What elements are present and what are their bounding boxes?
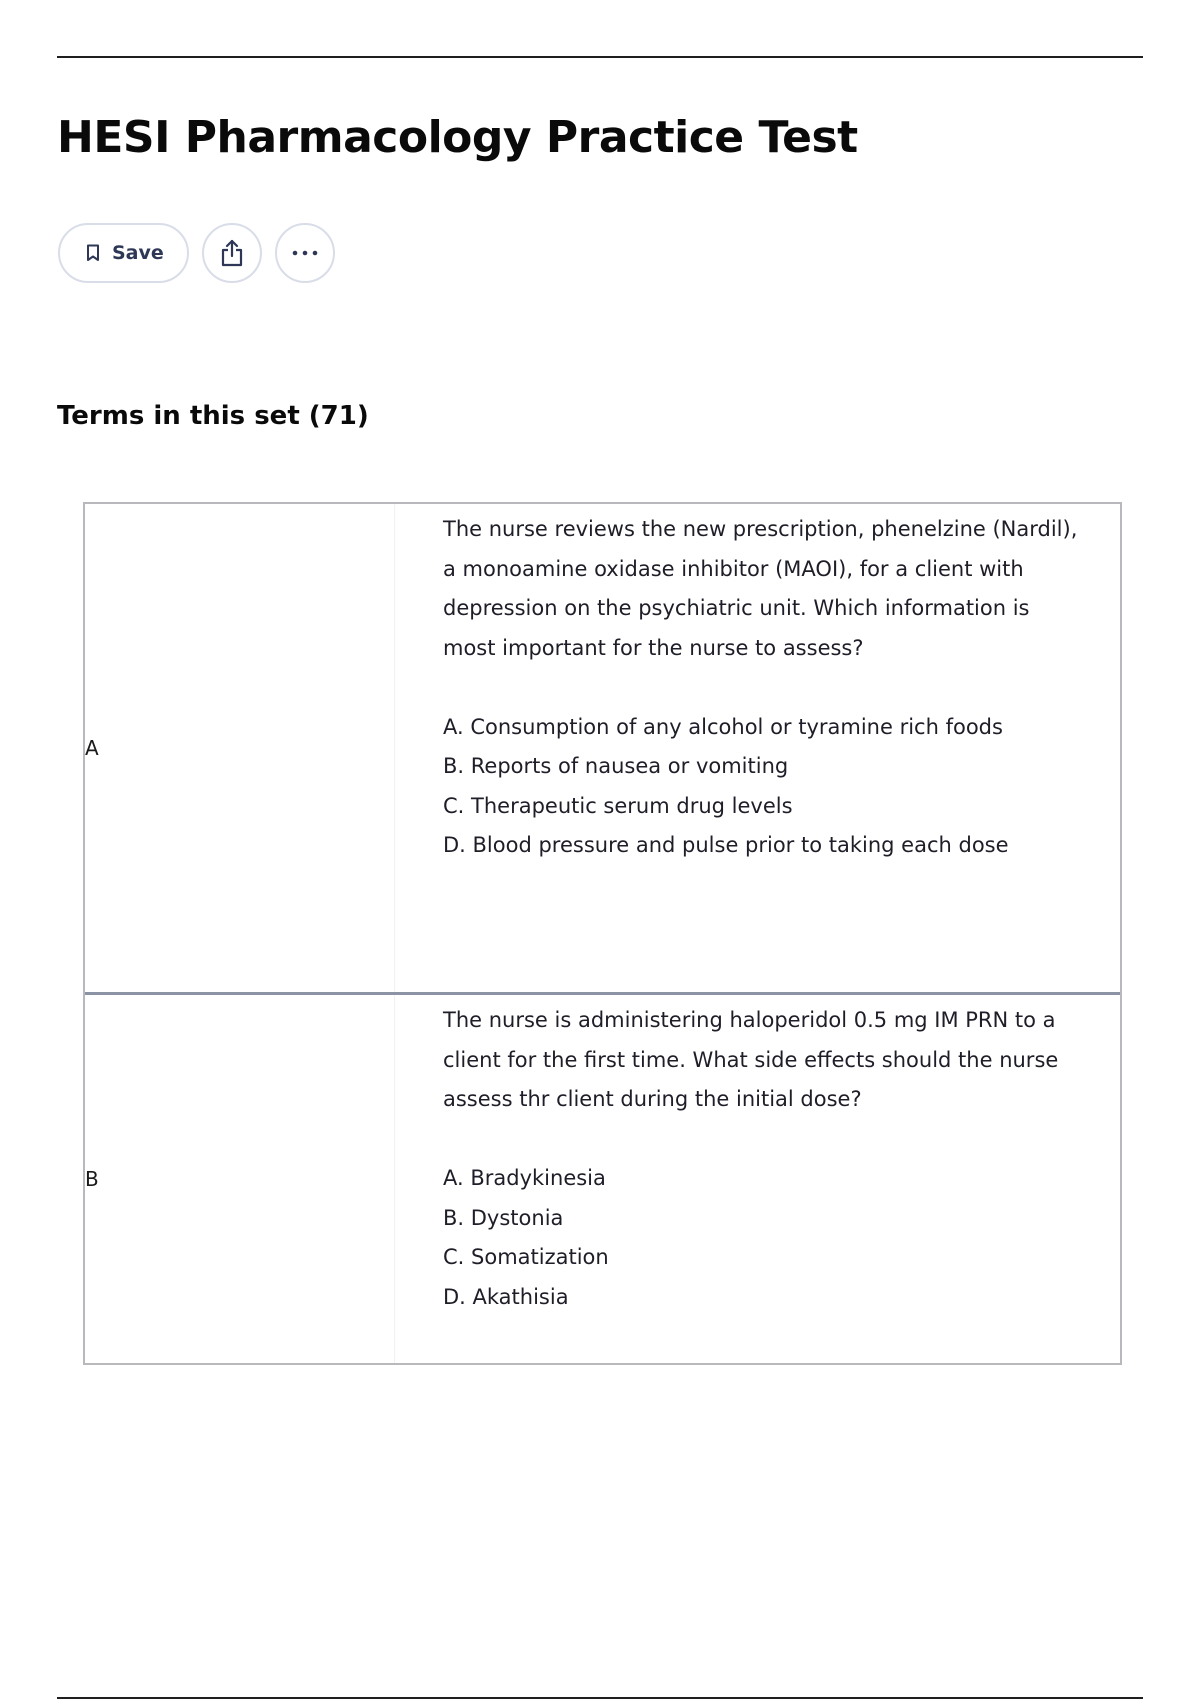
term-cell — [85, 504, 395, 992]
answer-option: C. Somatization — [443, 1245, 609, 1269]
answer-option: C. Therapeutic serum drug levels — [443, 793, 793, 818]
save-button[interactable] — [58, 223, 189, 283]
answer-option: A. Bradykinesia — [443, 1166, 606, 1190]
term-row — [85, 504, 1120, 992]
term-text: A — [85, 736, 99, 760]
page-title: HESI Pharmacology Practice Test — [57, 112, 858, 163]
answer-options — [443, 708, 1080, 866]
term-cell — [85, 995, 395, 1363]
answer-option: D. Blood pressure and pulse prior to taking each dose — [443, 833, 1009, 857]
question-text: The nurse is administering haloperidol 0.5 mg IM PRN to a client for the first time. What side effects should the nurse assess thr client during the initial dose? — [443, 1008, 1059, 1111]
bookmark-icon — [86, 244, 100, 262]
term-row — [85, 992, 1120, 1363]
more-icon — [291, 250, 319, 256]
toolbar — [58, 223, 348, 283]
answer-options — [443, 1159, 1080, 1317]
save-label: Save — [112, 242, 164, 264]
definition-cell — [395, 995, 1120, 1363]
answer-option: B. Dystonia — [443, 1205, 564, 1230]
answer-option: A. Consumption of any alcohol or tyramine rich foods — [443, 714, 1003, 739]
answer-option: B. Reports of nausea or vomiting — [443, 754, 789, 778]
terms-table — [83, 502, 1122, 1365]
definition-cell — [395, 504, 1120, 992]
answer-option: D. Akathisia — [443, 1284, 569, 1309]
top-divider — [57, 56, 1143, 58]
more-options-button[interactable] — [275, 223, 335, 283]
terms-heading: Terms in this set (71) — [57, 401, 369, 431]
term-text: B — [85, 1167, 99, 1191]
share-icon — [219, 239, 245, 267]
question-text: The nurse reviews the new prescription, phenelzine (Nardil), a monoamine oxidase inhibitor (MAOI), for a client with depression on the psychiatric unit. Which information is most important for the nurse to assess? — [443, 517, 1078, 660]
bottom-divider — [57, 1697, 1143, 1699]
share-button[interactable] — [202, 223, 262, 283]
